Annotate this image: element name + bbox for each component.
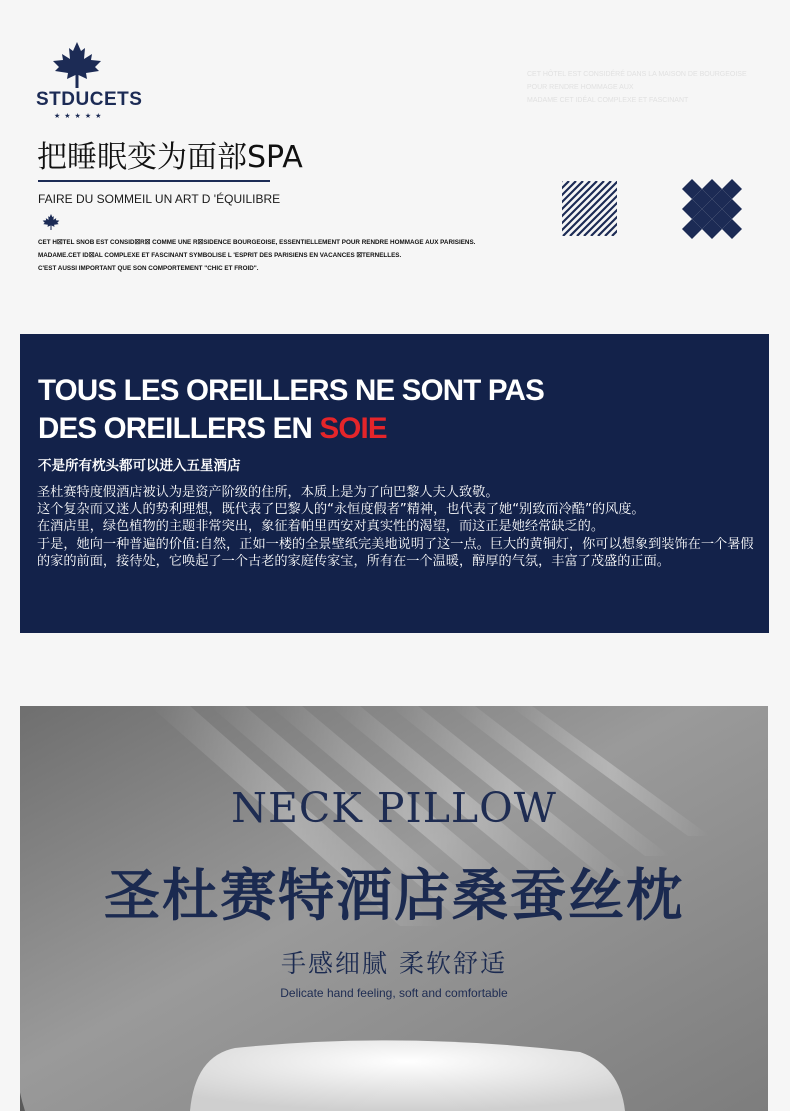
product-subtitle-en: Delicate hand feeling, soft and comfortable [280,986,508,1000]
banner-subhead: 不是所有枕头都可以进入五星酒店 [38,458,241,474]
body-paragraph: 这个复杂而又迷人的势利理想，既代表了巴黎人的“永恒度假者”精神，也代表了她“别致而冷酷”的风度。 [37,502,645,518]
fine-print [38,236,475,275]
faint-line: POUR RENDRE HOMMAGE AUX [527,84,634,91]
page-title: 把睡眠变为面部SPA [37,140,303,175]
faint-watermark-text [527,68,772,107]
banner-body [37,484,765,570]
banner-headline [38,372,544,448]
headline-accent-word: SOIE [319,412,387,445]
silk-banner [20,334,769,633]
tagline: FAIRE DU SOMMEIL UN ART D 'ÉQUILIBRE [38,192,281,206]
brand-stars: ★★★★★ [54,112,106,120]
fine-print-line: CET H☒TEL SNOB EST CONSID☒R☒ COMME UNE R☒SIDENCE BOURGEOISE, ESSENTIELLEMENT POUR RENDRE HOMMAGE AUX PARISIENS. [38,239,476,246]
brand-name: STDUCETS [36,89,143,110]
headline-line-1: TOUS LES OREILLERS NE SONT PAS [38,374,544,407]
diamond-grid-icon [682,179,742,239]
product-subtitle-cn: 手感细腻 柔软舒适 [281,949,507,978]
small-maple-leaf-icon [42,214,60,230]
body-paragraph: 圣杜赛特度假酒店被认为是资产阶级的住所，本质上是为了向巴黎人夫人致敬。 [37,485,499,500]
product-hero-image [20,706,768,1111]
product-title-cn: 圣杜赛特酒店桑蚕丝枕 [104,864,684,929]
headline-line-2 [38,410,544,448]
fine-print-line: C'EST AUSSI IMPORTANT QUE SON COMPORTEMENT "CHIC ET FROID". [38,265,259,272]
faint-line: CET HÔTEL EST CONSIDÉRÉ DANS LA MAISON DE BOURGEOISE [527,71,747,78]
headline-line-2-prefix: DES OREILLERS EN [38,412,320,445]
header-section [0,0,790,330]
body-paragraph: 在酒店里，绿色植物的主题非常突出，象征着帕里西安对真实性的渴望，而这正是她经常缺乏的。 [37,519,605,535]
title-divider [38,180,270,182]
faint-line: MADAME CET IDÉAL COMPLEXE ET FASCINANT [527,97,689,104]
fine-print-line: MADAME.CET ID☒AL COMPLEXE ET FASCINANT SYMBOLISE L 'ESPRIT DES PARISIENS EN VACANCES ☒TERNELLES. [38,252,402,259]
maple-leaf-icon [52,42,102,88]
diagonal-stripes-icon [562,181,617,236]
body-paragraph: 于是，她向一种普遍的价值:自然，正如一楼的全景壁纸完美地说明了这一点。巨大的黄铜灯，你可以想象到装饰在一个暑假的家的前面，接待处，它唤起了一个古老的家庭传家宝，所有在一个温暖，醇厚的气氛，丰富了茂盛的正面。 [37,536,754,569]
product-title-en: NECK PILLOW [231,784,557,832]
